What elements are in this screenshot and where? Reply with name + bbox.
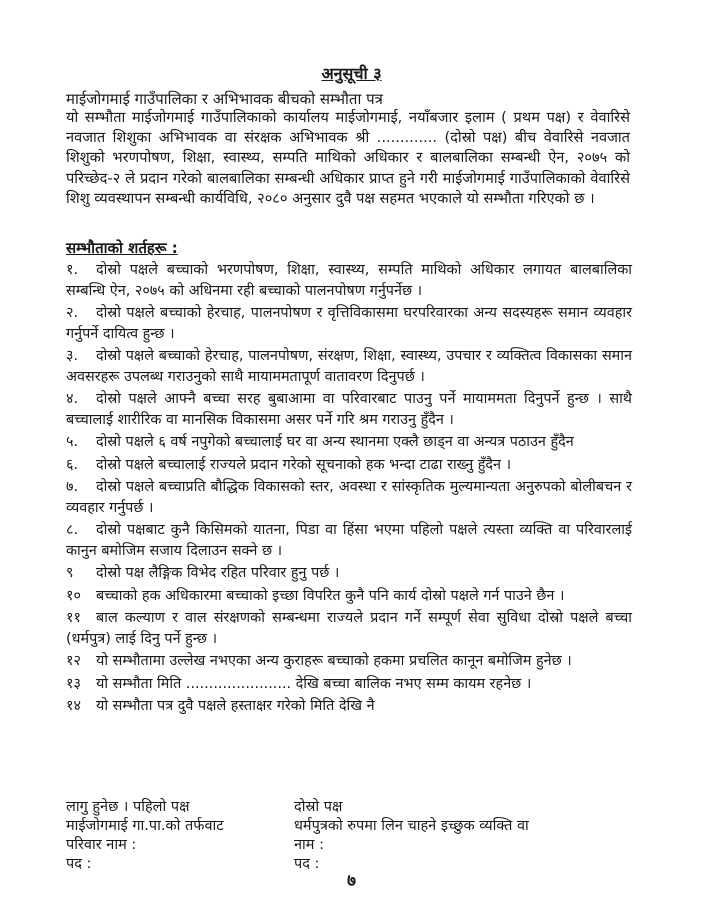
term-text: बच्चाको हक अधिकारमा बच्चाको इच्छा विपरित कुनै पनि कार्य दोस्रो पक्षले गर्न पाउने छैन । (96, 587, 565, 604)
term-number: ४. (66, 391, 79, 407)
second-party-label: दोस्रो पक्ष (294, 799, 343, 815)
term-text: दोस्रो पक्षले बच्चाको भरणपोषण, शिक्षा, स्वास्थ्य, सम्पति माथिको अधिकार लगायत बालबालिका सम्बन्धि ऐन, २०७५ को अधिनमा रही बच्चाको पालनपोषण गर्नुपर्नेछ । (66, 262, 632, 299)
terms-list (66, 260, 632, 719)
term-item (66, 586, 632, 607)
term-item (66, 477, 632, 518)
signature-row (66, 798, 632, 817)
term-text: बाल कल्याण र वाल संरक्षणको सम्बन्धमा राज्यले प्रदान गर्ने सम्पूर्ण सेवा सुविधा दोस्रो पक्षले बच्चा (धर्मपुत्र) लाई दिनु पर्ने हुन्छ । (66, 610, 632, 647)
second-party-description: धर्मपुत्रको रुपमा लिन चाहने इच्छुक व्यक्ति वा (294, 818, 529, 834)
first-party-text: लागु हुनेछ । पहिलो पक्ष (66, 799, 190, 815)
term-text: यो सम्भौतामा उल्लेख नभएका अन्य कुराहरू बच्चाको हकमा प्रचलित कानून बमोजिम हुनेछ । (96, 653, 572, 669)
term-text: दोस्रो पक्षले बच्चाको हेरचाह, पालनपोषण र वृत्तिविकासमा घरपरिवारका अन्य सदस्यहरू समान व्यवहार गर्नुपर्ने दायित्व हुन्छ । (66, 305, 632, 342)
term-number: १२ (66, 653, 81, 669)
term-item (66, 455, 632, 476)
term-text: यो सम्भौता मिति ....................... देखि बच्चा बालिक नभए सम्म कायम रहनेछ । (96, 675, 532, 692)
term-text: दोस्रो पक्षले आफ्नै बच्चा सरह बुबाआमा वा परिवारबाट पाउनु पर्ने मायाममता दिनुपर्ने हुन्छ । साथै बच्चालाई शारीरिक वा मानसिक विकासमा असर पर्ने गरि श्रम गराउनु हुँदैन । (66, 391, 632, 428)
intro-paragraph: यो सम्भौता माईजोगमाई गाउँपालिकाको कार्यालय माईजोगमाई, नयाँबजार इलाम ( प्रथम पक्ष) र वेवारिसे नवजात शिशुका अभिभावक वा संरक्षक अभिभावक श्री ............. (दोस्रो पक्ष) बीच वेवारिसे नवजात शिशुको भरणपोषण, शिक्षा, स्वास्थ्य, सम्पति माथिको अधिकार र बालबालिका सम्बन्धी ऐन, २०७५ को परिच्छेद-२ ले प्रदान गरेको बालबालिका सम्बन्धी अधिकार प्राप्त हुने गरी माईजोगमाई गाउँपालिकाको वेवारिसे शिशु व्यवस्थापन सम्बन्धी कार्यविधि, २०८० अनुसार दुवै पक्ष सहमत भएकाले यो सम्भौता गरिएको छ । (66, 109, 630, 207)
term-text: यो सम्भौता पत्र दुवै पक्षले हस्ताक्षर गरेको मिति देखि नै (96, 698, 375, 714)
term-item (66, 303, 632, 344)
term-item (66, 432, 632, 453)
term-text: दोस्रो पक्षले बच्चाप्रति बौद्धिक विकासको स्तर, अवस्था र सांस्कृतिक मुल्यमान्यता अनुरुपको बोलीबचन र व्यवहार गर्नुपर्छ । (66, 479, 632, 516)
signature-row (66, 817, 632, 836)
term-number: २. (66, 305, 79, 321)
term-item (66, 520, 632, 561)
term-number: ३. (66, 348, 79, 364)
document-subtitle: माईजोगमाई गाउँपालिका र अभिभावक बीचको सम्भौता पत्र (66, 90, 383, 108)
signature-block (66, 798, 632, 874)
term-text: दोस्रो पक्ष लैङ्गिक विभेद रहित परिवार हुनु पर्छ । (96, 565, 340, 581)
second-party-post-label: पद : (294, 856, 320, 872)
term-number: १. (66, 262, 79, 278)
term-number: १४ (66, 698, 81, 714)
term-number: १३ (66, 675, 81, 692)
term-number: ८. (66, 522, 79, 538)
term-number: १० (66, 587, 81, 604)
term-text: दोस्रो पक्षले बच्चाको हेरचाह, पालनपोषण, संरक्षण, शिक्षा, स्वास्थ्य, उपचार र व्यक्तित्व विकासका समान अवसरहरू उपलब्ध गराउनुको साथै मायाममतापूर्ण वातावरण दिनुपर्छ । (66, 348, 632, 385)
term-item (66, 389, 632, 430)
term-item (66, 696, 632, 717)
term-number: ६. (66, 456, 79, 473)
term-item (66, 563, 632, 584)
term-text: दोस्रो पक्षले बच्चालाई राज्यले प्रदान गरेको सूचनाको हक भन्दा टाढा राख्नु हुँदैन । (96, 456, 512, 473)
term-number: ५. (66, 434, 79, 450)
term-number: ११ (66, 610, 81, 626)
first-party-office: माईजोगमाई गा.पा.को तर्फवाट (66, 818, 224, 834)
term-item (66, 260, 632, 301)
term-text: दोस्रो पक्षबाट कुनै किसिमको यातना, पिडा वा हिंसा भएमा पहिलो पक्षले त्यस्ता व्यक्ति वा परिवारलाई कानुन बमोजिम सजाय दिलाउन सक्ने छ । (66, 522, 632, 559)
term-item (66, 674, 632, 695)
signature-row (66, 836, 632, 855)
document-title: अनुसूची ३ (321, 64, 382, 83)
first-party-post-label: पद : (66, 856, 92, 872)
page-number: ७ (347, 871, 356, 891)
term-text: दोस्रो पक्षले ६ वर्ष नपुगेको बच्चालाई घर वा अन्य स्थानमा एक्लै छाड्न वा अन्यत्र पठाउन हुँदैन (96, 434, 574, 450)
second-party-name-label: नाम : (294, 837, 324, 853)
term-item (66, 651, 632, 672)
first-party-name-label: परिवार नाम : (66, 837, 137, 853)
term-number: ९ (66, 565, 74, 581)
term-number: ७. (66, 479, 79, 495)
term-item (66, 346, 632, 387)
term-item (66, 608, 632, 649)
terms-heading: सम्भौताको शर्तहरू : (66, 239, 178, 257)
